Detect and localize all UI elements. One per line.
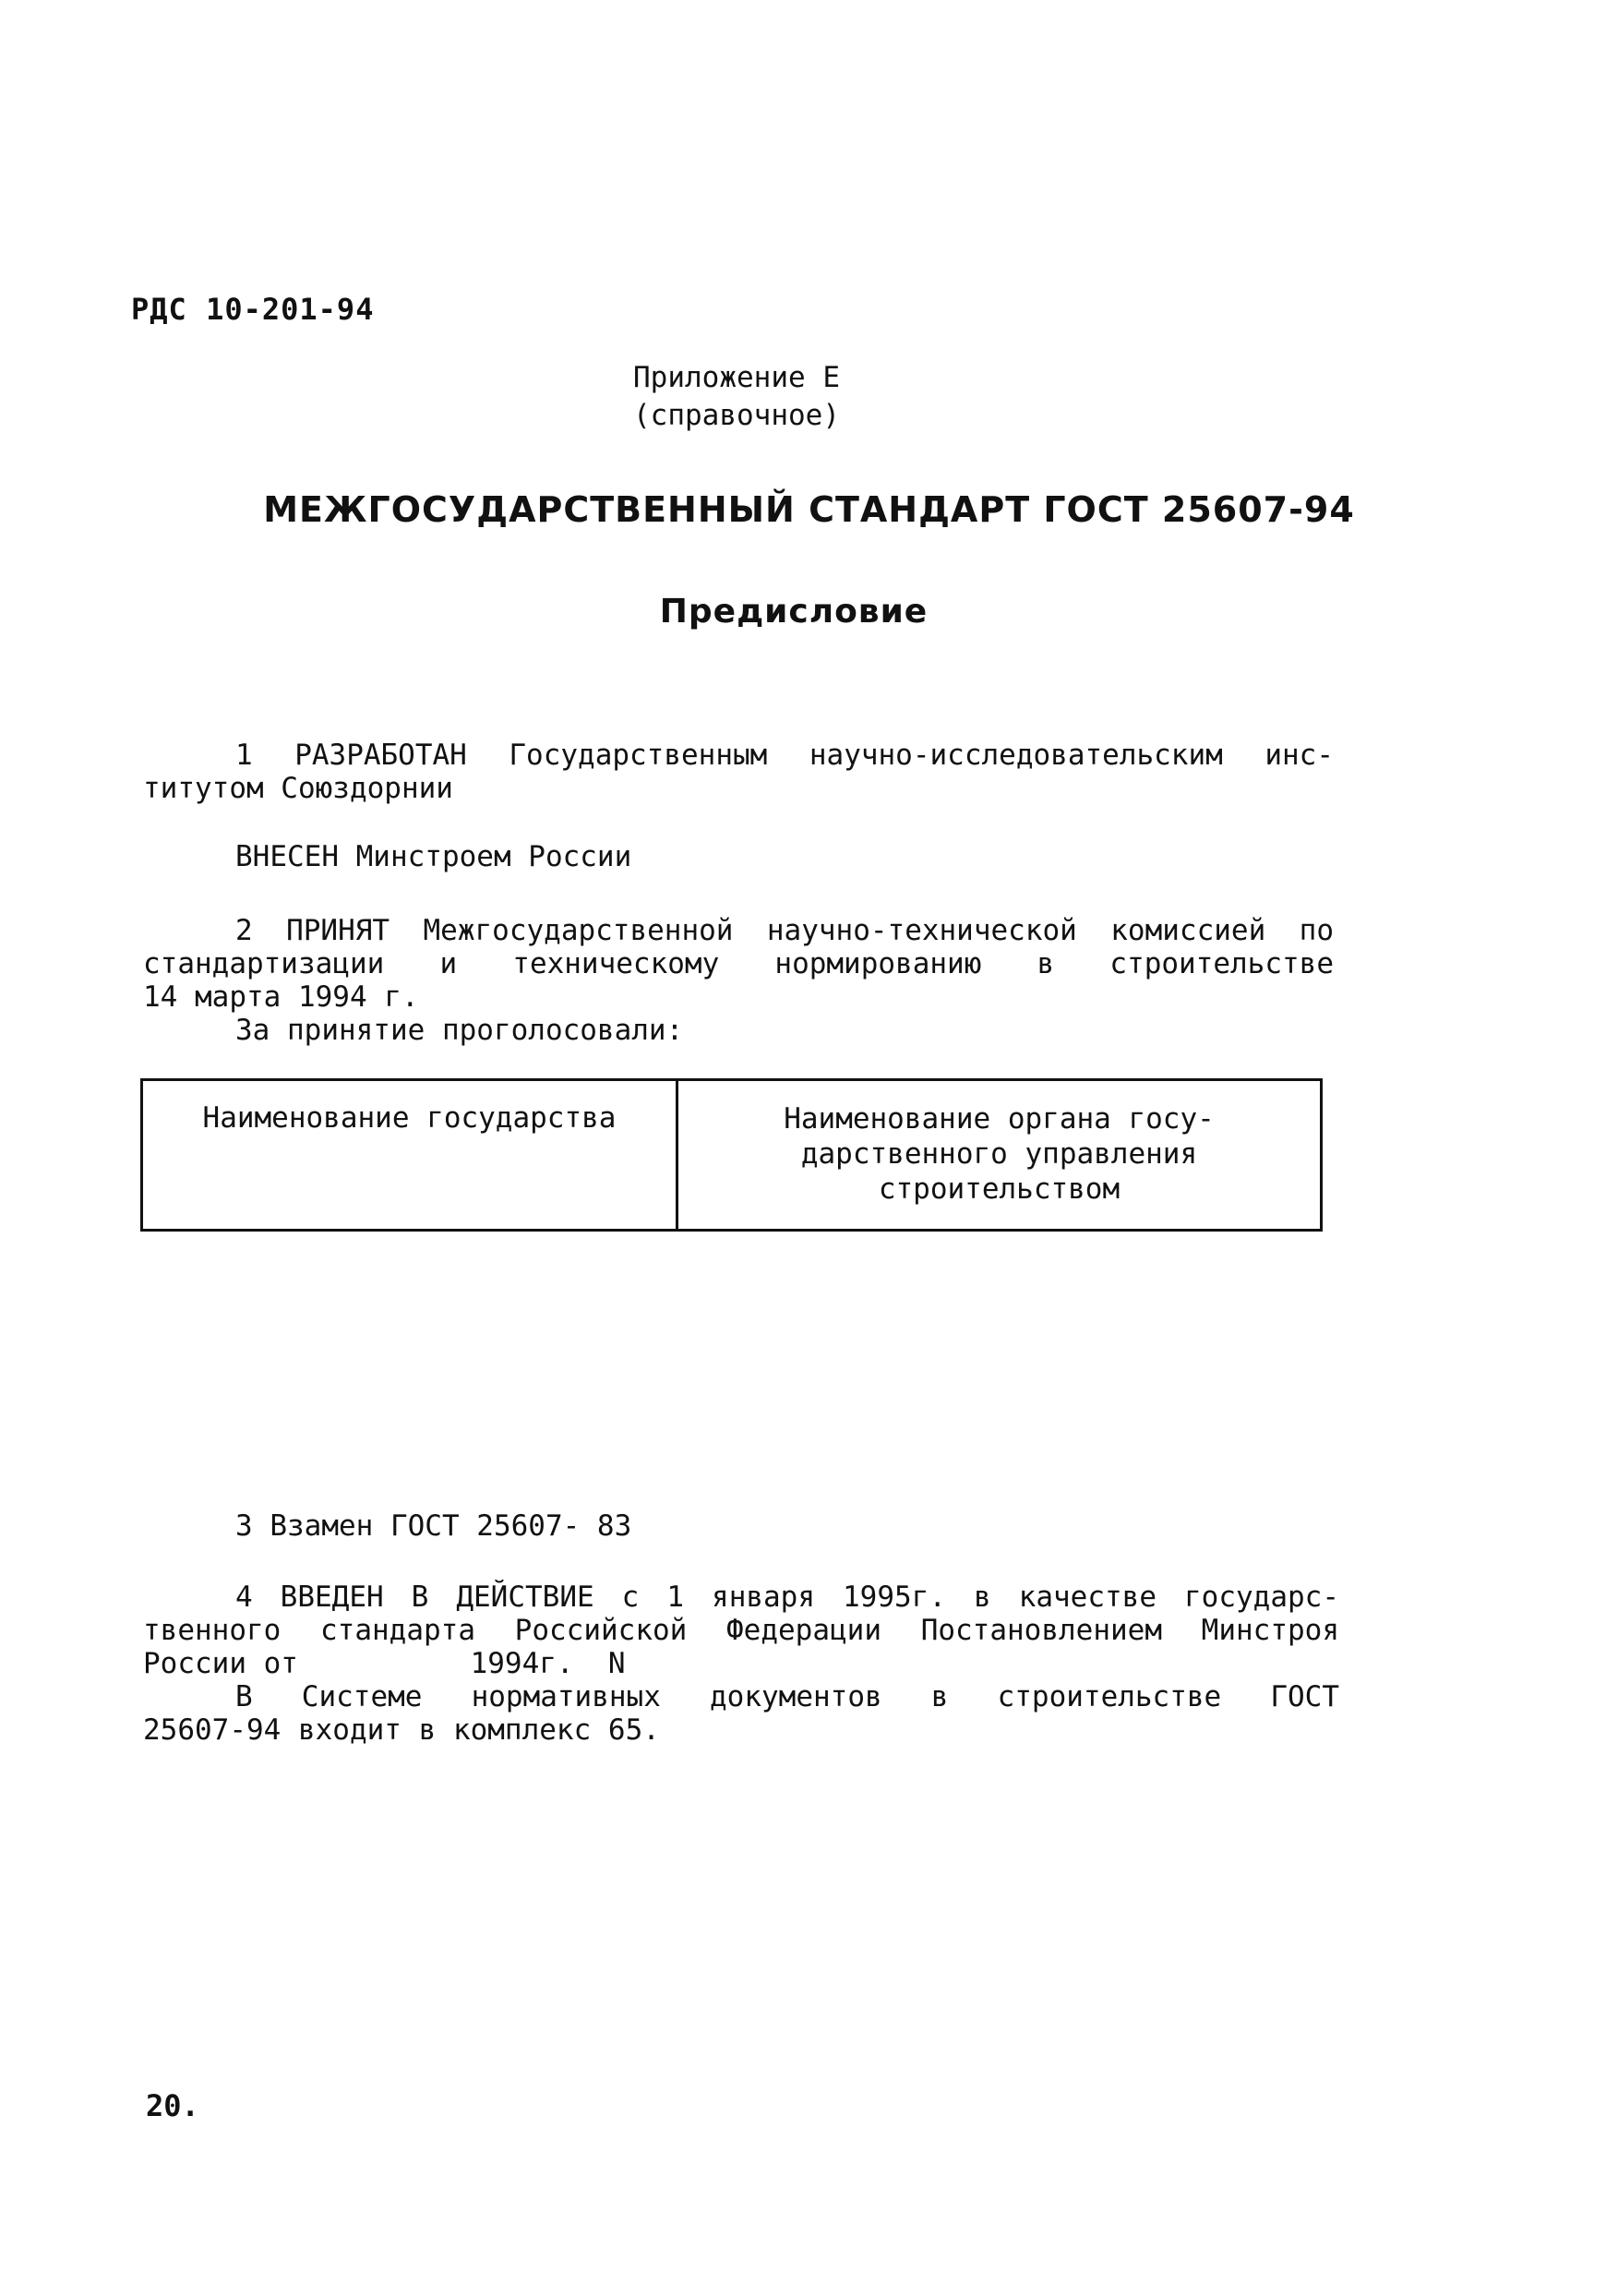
section-3-replaces: 3 Взамен ГОСТ 25607- 83 [235, 1509, 632, 1543]
section-2-line: 2 ПРИНЯТ Межгосударственной научно-технической комиссией по [235, 914, 1334, 947]
standard-title: МЕЖГОСУДАРСТВЕННЫЙ СТАНДАРТ ГОСТ 25607-94 [263, 489, 1355, 530]
section-4-effective [143, 1581, 1339, 1747]
section-2-line: 14 марта 1994 г. [143, 980, 419, 1014]
table-header-organ-line: строительством [878, 1172, 1121, 1206]
section-1-line: титутом Союздорнии [143, 772, 453, 805]
voting-table [140, 1078, 1323, 1232]
section-4-line: твенного стандарта Российской Федерации Постановлением Минстроя [143, 1614, 1339, 1647]
table-header-organ [678, 1081, 1320, 1229]
section-4-line: России от 1994г. N [143, 1647, 626, 1680]
appendix-label [617, 359, 857, 435]
section-1-introduced: ВНЕСЕН Минстроем России [235, 840, 632, 873]
section-2-line: стандартизации и техническому нормированию в строительстве [143, 947, 1334, 980]
section-1-line: 1 РАЗРАБОТАН Государственным научно-исследовательским инс- [235, 739, 1334, 772]
section-1-developed [143, 739, 1334, 805]
page-number: 20. [146, 2088, 199, 2123]
preface-heading: Предисловие [659, 593, 929, 631]
table-header-state: Наименование государства [143, 1081, 678, 1229]
document-code: РДС 10-201-94 [131, 292, 375, 327]
section-2-line: За принятие проголосовали: [235, 1014, 684, 1047]
table-header-organ-line: дарственного управления [800, 1137, 1198, 1171]
section-4-line: 4 ВВЕДЕН В ДЕЙСТВИЕ с 1 января 1995г. в качестве государс- [235, 1581, 1339, 1614]
section-2-adopted [143, 914, 1334, 1047]
section-4-line: В Системе нормативных документов в строительстве ГОСТ [235, 1680, 1339, 1713]
appendix-type: (справочное) [633, 399, 840, 432]
table-header-organ-line: Наименование органа госу- [784, 1102, 1215, 1136]
appendix-title: Приложение Е [633, 361, 840, 394]
section-4-line: 25607-94 входит в комплекс 65. [143, 1713, 660, 1747]
